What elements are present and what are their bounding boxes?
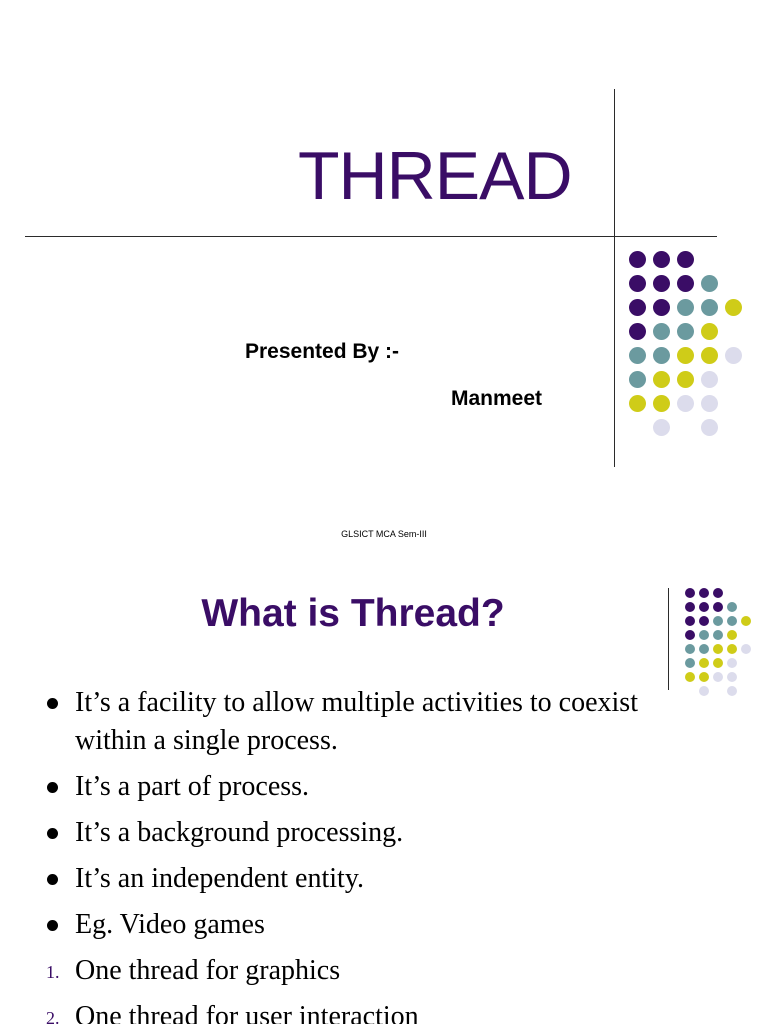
decorative-dot [701, 299, 718, 316]
list-item-text: It’s a part of process. [75, 771, 310, 802]
bullet-icon [47, 920, 58, 931]
content-slide [0, 560, 768, 1024]
decorative-dot [699, 644, 709, 654]
decorative-dot [701, 323, 718, 340]
presented-by-label: Presented By :- [245, 340, 400, 363]
bullet-icon [47, 782, 58, 793]
decorative-dot [701, 395, 718, 412]
decorative-dot [653, 395, 670, 412]
decorative-dot [701, 347, 718, 364]
decorative-dot [677, 371, 694, 388]
bullet-icon [47, 874, 58, 885]
list-number: 1. [46, 962, 60, 982]
decorative-dot [741, 644, 751, 654]
decorative-dot [725, 347, 742, 364]
decorative-dot [653, 299, 670, 316]
decorative-dot [629, 251, 646, 268]
author-name: Manmeet [451, 387, 543, 410]
decorative-dot [713, 644, 723, 654]
decorative-dot [653, 419, 670, 436]
decorative-dot [713, 672, 723, 682]
decorative-dot [685, 644, 695, 654]
decorative-dot [653, 347, 670, 364]
list-item-text: It’s an independent entity. [75, 863, 364, 894]
list-item-text: One thread for graphics [75, 955, 341, 986]
decorative-dot [653, 371, 670, 388]
decorative-dot [653, 275, 670, 292]
decorative-dot [701, 371, 718, 388]
decorative-dot [727, 672, 737, 682]
decorative-dot [725, 299, 742, 316]
decorative-dot [741, 616, 751, 626]
decorative-dot [629, 275, 646, 292]
decorative-dot [677, 395, 694, 412]
decorative-dot [629, 371, 646, 388]
decorative-dot [699, 658, 709, 668]
decorative-dot [677, 251, 694, 268]
decorative-dot [727, 616, 737, 626]
slide-title: What is Thread? [201, 592, 505, 635]
list-item-text: Eg. Video games [75, 909, 265, 940]
list-item-text: One thread for user interaction [75, 1001, 419, 1024]
decorative-dot [677, 347, 694, 364]
decorative-dot [685, 672, 695, 682]
decorative-dot [699, 672, 709, 682]
decorative-dot [653, 323, 670, 340]
decorative-dot [699, 686, 709, 696]
vertical-divider [614, 89, 615, 467]
decorative-dot [727, 686, 737, 696]
decorative-dot [629, 323, 646, 340]
decorative-dot [713, 616, 723, 626]
decorative-dot [677, 299, 694, 316]
decorative-dot [685, 658, 695, 668]
list-item-text: within a single process. [75, 725, 338, 756]
decorative-dot [629, 347, 646, 364]
decorative-dot [629, 299, 646, 316]
decorative-dot [713, 588, 723, 598]
list-number: 2. [46, 1008, 60, 1024]
decorative-dot [701, 275, 718, 292]
decorative-dot [713, 658, 723, 668]
decorative-dot [677, 323, 694, 340]
slide-footer: GLSICT MCA Sem-III [341, 529, 427, 539]
list-item-text: It’s a background processing. [75, 817, 404, 848]
decorative-dot [701, 419, 718, 436]
decorative-dot [727, 630, 737, 640]
decorative-dot [653, 251, 670, 268]
decorative-dot [629, 395, 646, 412]
slide-title: THREAD [298, 138, 572, 214]
decorative-dot [677, 275, 694, 292]
decorative-dot [727, 644, 737, 654]
decorative-dot [713, 630, 723, 640]
decorative-dot [727, 602, 737, 612]
bullet-icon [47, 698, 58, 709]
bullet-icon [47, 828, 58, 839]
decorative-dot [727, 658, 737, 668]
decorative-dot [713, 602, 723, 612]
list-item-text: It’s a facility to allow multiple activities to coexist [75, 687, 638, 718]
